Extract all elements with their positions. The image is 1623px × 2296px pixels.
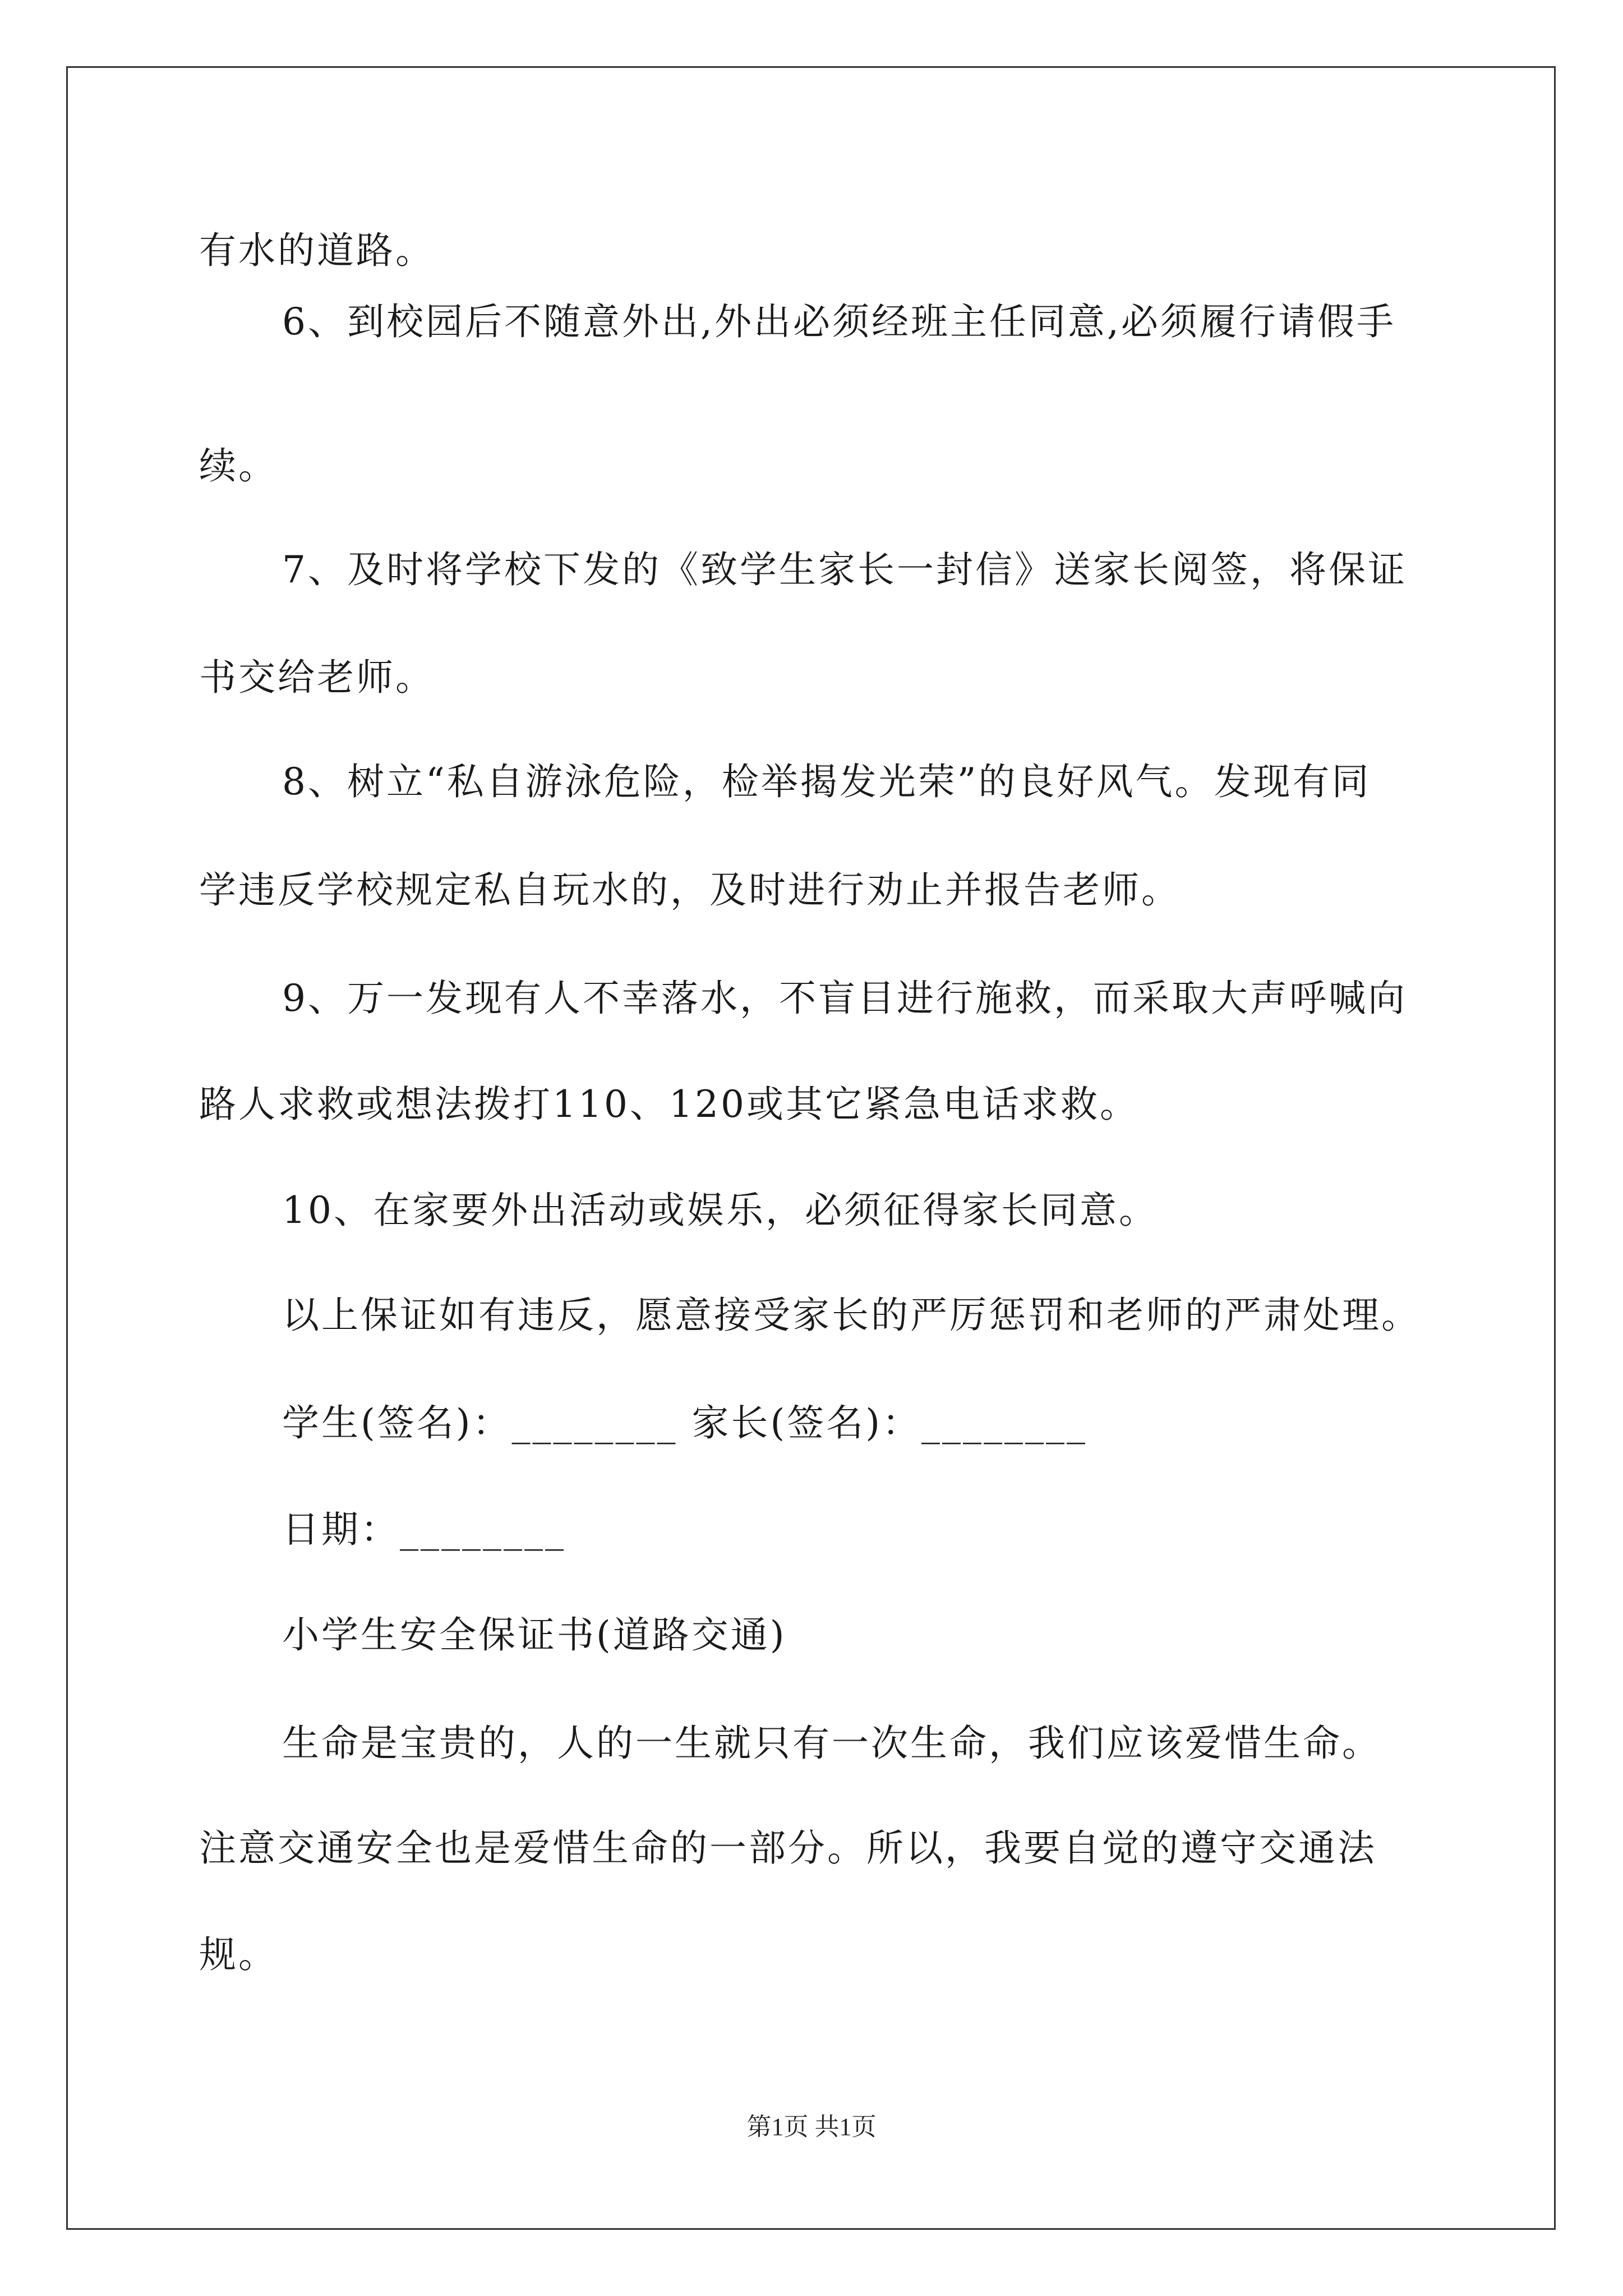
paragraph-line: 有水的道路。 bbox=[199, 229, 435, 272]
paragraph-line: 注意交通安全也是爱惜生命的一部分。所以，我要自觉的遵守交通法 bbox=[199, 1826, 1377, 1870]
page-border bbox=[66, 66, 1556, 2230]
paragraph-line: 7、及时将学校下发的《致学生家长一封信》送家长阅签，将保证 bbox=[282, 548, 1407, 591]
page-number: 第1页 共1页 bbox=[746, 2113, 877, 2141]
section-title: 小学生安全保证书(道路交通) bbox=[282, 1613, 787, 1657]
paragraph-line: 续。 bbox=[199, 444, 278, 487]
paragraph-line: 6、到校园后不随意外出,外出必须经班主任同意,必须履行请假手 bbox=[282, 300, 1396, 343]
paragraph-line: 8、树立“私自游泳危险，检举揭发光荣”的良好风气。发现有同 bbox=[282, 760, 1371, 803]
paragraph-line: 10、在家要外出活动或娱乐，必须征得家长同意。 bbox=[282, 1189, 1158, 1232]
paragraph-line: 以上保证如有违反，愿意接受家长的严厉惩罚和老师的严肃处理。 bbox=[282, 1294, 1421, 1337]
paragraph-line: 学违反学校规定私自玩水的，及时进行劝止并报告老师。 bbox=[199, 868, 1181, 912]
paragraph-line: 书交给老师。 bbox=[199, 656, 435, 699]
paragraph-line: 生命是宝贵的，人的一生就只有一次生命，我们应该爱惜生命。 bbox=[282, 1722, 1381, 1765]
date-line: 日期：________ bbox=[282, 1508, 566, 1551]
paragraph-line: 路人求救或想法拨打110、120或其它紧急电话求救。 bbox=[199, 1083, 1139, 1126]
paragraph-line: 9、万一发现有人不幸落水，不盲目进行施救，而采取大声呼喊向 bbox=[282, 977, 1407, 1020]
signature-line: 学生(签名)：________ 家长(签名)：________ bbox=[282, 1401, 1087, 1444]
paragraph-line: 规。 bbox=[199, 1933, 278, 1976]
